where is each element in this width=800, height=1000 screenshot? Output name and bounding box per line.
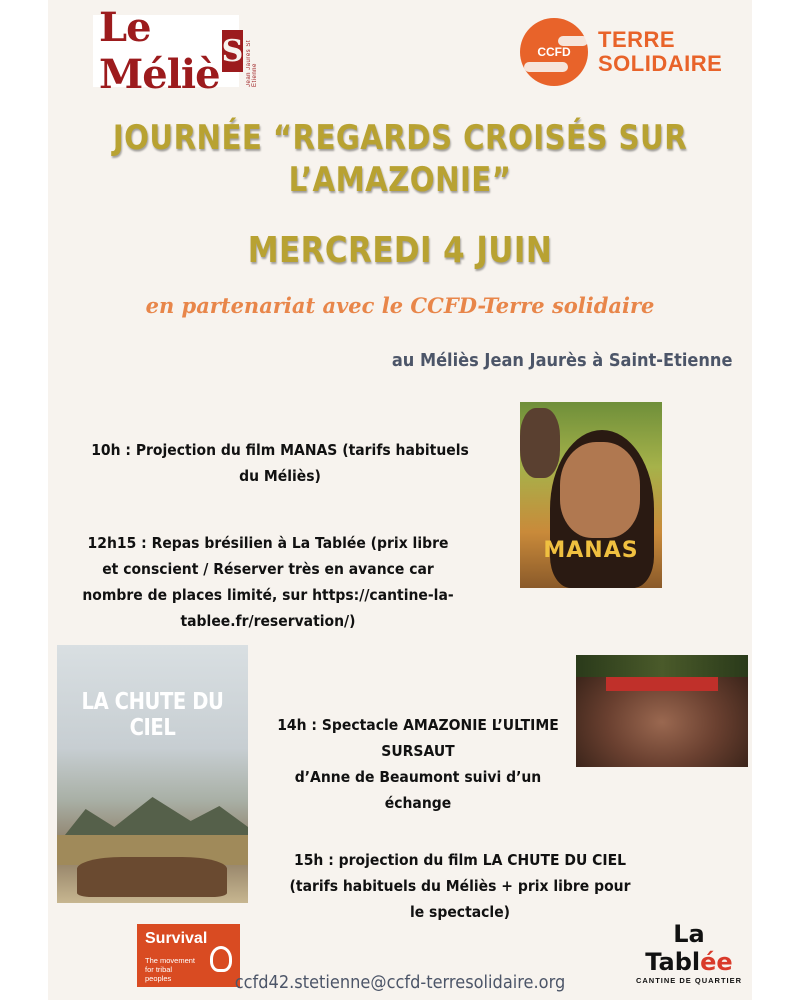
contact-email[interactable]: ccfd42.stetienne@ccfd-terresolidaire.org [234,972,566,993]
face-paint-band [606,677,718,691]
event-title-line1: JOURNÉE “REGARDS CROISÉS SUR [112,118,688,158]
ccfd-hands-icon [520,18,588,86]
ccfd-terre-solidaire-logo [520,18,750,88]
hand-shape [524,62,568,72]
poster-face [560,442,640,538]
manas-poster [520,402,662,588]
partnership-line: en partenariat avec le CCFD-Terre solidaire [145,293,655,318]
program-item-manas: 10h : Projection du film MANAS (tarifs habituels du Méliès) [91,441,469,485]
poster-figure [520,408,560,478]
ccfd-circle-label: CCFD [537,45,571,59]
event-date: MERCREDI 4 JUIN [247,230,553,271]
ccfd-logo-text [598,28,722,76]
ccfd-logo-line1: TERRE [598,27,676,52]
melies-logo-s-box: S [222,30,244,72]
program-item-lunch: 12h15 : Repas brésilien à La Tablée (prix libre et conscient / Réserver très en avance car nombre de places limité, sur https://cantine-la-tablee.fr/reservation/) [82,534,454,630]
melies-logo [93,4,259,98]
hand-icon [210,946,232,972]
melies-logo-tagline: Jean Jaurès St Etienne [246,39,259,87]
venue-line: au Méliès Jean Jaurès à Saint-Etienne [391,350,732,371]
melies-logo-word: Le Méliè [99,4,220,98]
la-tablee-logo-subtitle: CANTINE DE QUARTIER [635,976,743,985]
program-item-show-title: 14h : Spectacle AMAZONIE L’ULTIME SURSAUT [277,716,559,760]
la-tablee-logo-name [630,920,748,976]
program-item-chute: 15h : projection du film LA CHUTE DU CIEL (tarifs habituels du Méliès + prix libre pour le spectacle) [289,851,631,921]
survival-logo-name: Survival [145,930,208,947]
indigenous-leader-photo [576,655,748,767]
survival-logo-subtitle: The movement for tribal peoples [145,956,196,983]
feather-headdress [576,655,748,677]
poster-people [77,857,227,897]
ccfd-logo-line2: SOLIDAIRE [598,51,723,76]
la-tablee-name-part1: La Tabl [645,920,705,976]
manas-poster-title: MANAS [543,538,639,563]
event-title-line2: L’AMAZONIE” [288,160,512,200]
la-tablee-name-part2: ée [700,948,733,976]
chute-poster-title: LA CHUTE DU CIEL [81,689,224,741]
program-item-show-author: d’Anne de Beaumont suivi d’un échange [294,768,542,812]
program-item-show [274,712,562,816]
chute-du-ciel-poster [57,645,248,903]
